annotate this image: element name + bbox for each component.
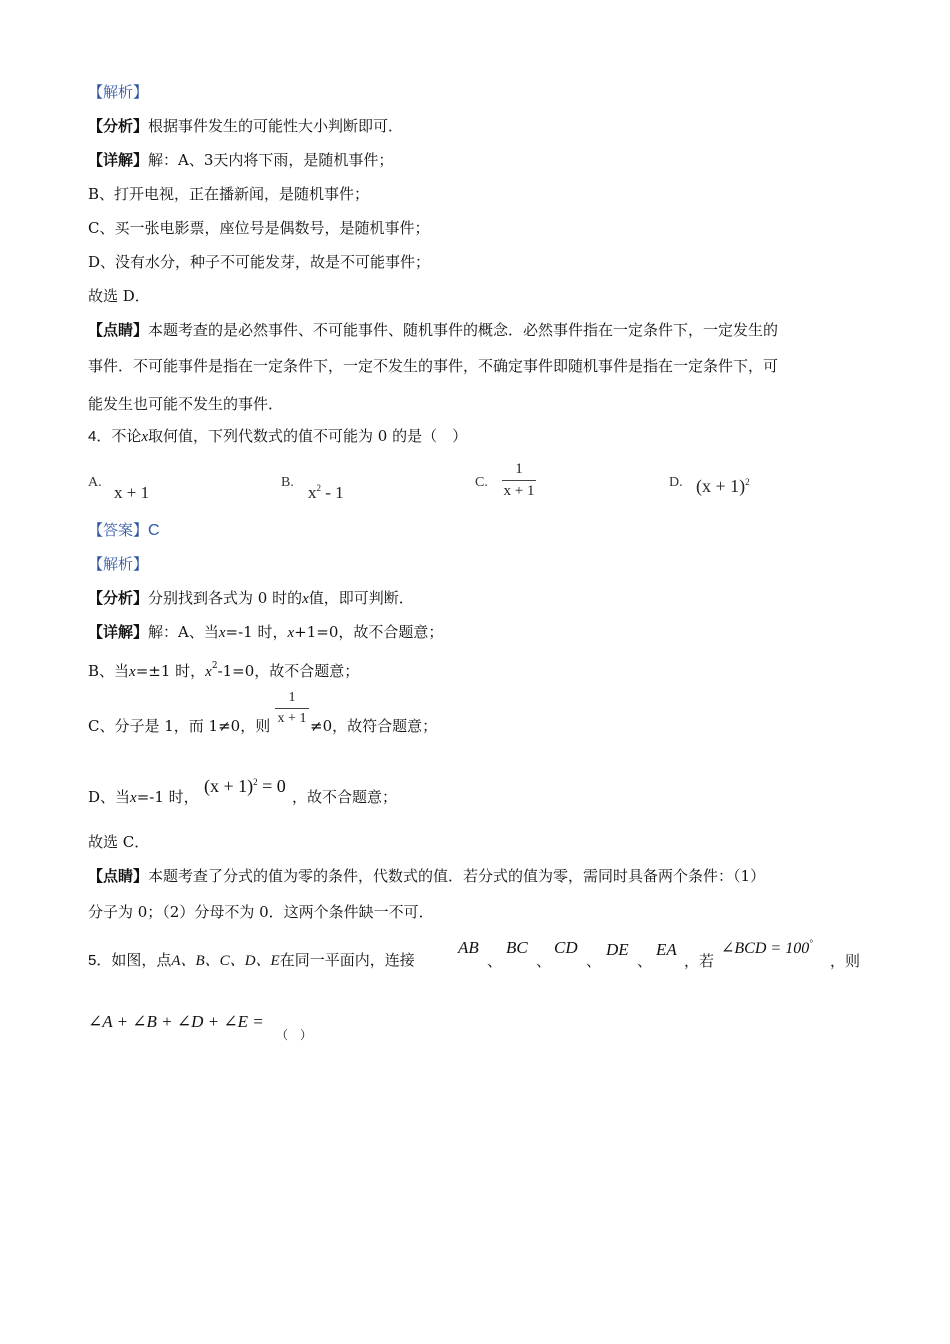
q3-line-c: C、买一张电影票，座位号是偶数号，是随机事件；	[88, 219, 430, 237]
fenxi-text-b: 值，即可判断．	[308, 589, 414, 607]
segment-de: DE	[606, 940, 629, 959]
q4-stem	[88, 426, 467, 447]
q3-dianjing-1	[88, 320, 778, 340]
sep-3: 、	[586, 952, 602, 970]
q4-stem-b: 取何值，下列代数式的值不可能为 0 的是（ ）	[148, 427, 468, 445]
xj-c-fraction	[275, 690, 309, 727]
xj-d2: x	[130, 790, 137, 806]
q3-line-d: D、没有水分，种子不可能发芽，故是不可能事件；	[88, 253, 431, 271]
q4-stem-a: ．不论	[96, 427, 142, 445]
sep-1: 、	[487, 952, 503, 970]
option-d-expr	[696, 476, 750, 497]
q4-xiangjie-d	[88, 787, 199, 808]
segment-cd: CD	[554, 938, 578, 957]
option-b-label: B.	[281, 475, 294, 490]
fenxi-text: 根据事件发生的可能性大小判断即可．	[148, 117, 404, 135]
option-b-exp: 2	[316, 483, 321, 493]
q4-dianjing-2: 分子为 0；（2）分母不为 0．这两个条件缺一不可．	[88, 903, 434, 921]
fenxi-tag: 【分析】	[88, 117, 149, 135]
fenxi-tag: 【分析】	[88, 589, 149, 607]
condition-text: ∠BCD = 100	[721, 940, 810, 957]
analysis-tag: 【解析】	[88, 83, 149, 101]
option-c-fraction	[502, 461, 536, 500]
segment-bc: BC	[506, 938, 528, 957]
q4-analysis-tag: 【解析】	[88, 555, 149, 573]
dianjing-text-1: 本题考查了分式的值为零的条件，代数式的值．若分式的值为零，需同时具备两个条件：（1）	[148, 867, 766, 885]
q5-stem-a: ．如图，点	[96, 951, 172, 969]
xj-b6: -1=0，故不合题意；	[217, 662, 360, 680]
q5-stem	[88, 950, 415, 971]
xj-d-expression	[204, 776, 286, 797]
xj-d1: D、当	[88, 788, 131, 806]
option-a-expr	[114, 483, 149, 503]
sep-4: 、	[637, 952, 653, 970]
answer-value: C	[148, 522, 160, 539]
xj-a4: x	[287, 625, 295, 641]
question-number: 5	[88, 952, 97, 969]
question-number: 4	[88, 428, 97, 445]
xj-b4: x	[205, 664, 212, 680]
xj-c-numerator: 1	[275, 690, 309, 709]
xj-c2: ≠0，故符合题意；	[310, 717, 438, 735]
option-d-exp: 2	[745, 477, 750, 487]
q4-stem-var: x	[141, 429, 149, 445]
xj-b2: x	[129, 664, 136, 680]
sep-2: 、	[536, 952, 552, 970]
option-b-base: x	[308, 483, 317, 502]
q4-choose: 故选 C．	[88, 833, 150, 851]
option-c-numerator: 1	[502, 461, 536, 481]
segment-ea: EA	[656, 940, 677, 959]
option-d-label: D.	[669, 475, 683, 490]
q3-line-b: B、打开电视，正在播新闻，是随机事件；	[88, 185, 370, 203]
q4-fenxi	[88, 588, 414, 609]
xj-c-denominator: x + 1	[277, 711, 307, 726]
xj-b5: 2	[211, 661, 218, 671]
xj-b3: =±1 时，	[135, 662, 206, 680]
sum-expression: ∠A + ∠B + ∠D + ∠E =	[88, 1012, 264, 1031]
q5-ze: ，则	[830, 952, 861, 970]
xiangjie-tag: 【详解】	[88, 151, 149, 169]
option-a-label: A.	[88, 475, 102, 490]
dianjing-text-1: 本题考查的是必然事件、不可能事件、随机事件的概念．必然事件指在一定条件下，一定发生的	[148, 321, 779, 339]
xj-d3: =-1 时，	[136, 788, 199, 806]
option-c-label: C.	[475, 475, 488, 490]
q5-ruo: ，若	[684, 952, 715, 970]
q3-dianjing-3: 能发生也可能不发生的事件．	[88, 395, 284, 413]
xj-d-eq: = 0	[262, 776, 286, 796]
q3-dianjing-2: 事件．不可能事件是指在一定条件下，一定不发生的事件，不确定事件即随机事件是指在一定条件下，可	[88, 357, 779, 375]
xj-c1: C、分子是 1，而 1≠0，则	[88, 717, 271, 735]
xj-a1: 解：A、当	[148, 623, 219, 641]
answer-tag: 【答案】	[88, 521, 149, 539]
q5-stem-b: 在同一平面内，连接	[279, 951, 415, 969]
condition-degree: °	[809, 938, 813, 948]
q4-xiangjie-a	[88, 622, 443, 643]
q4-answer	[88, 520, 160, 541]
xj-d4: ，故不合题意；	[292, 788, 398, 806]
q5-points: A、B、C、D、E	[171, 953, 280, 969]
q4-xiangjie-c	[88, 716, 270, 736]
xj-a5: +1=0，故不合题意；	[294, 623, 444, 641]
xj-d-expr: (x + 1)	[204, 776, 254, 796]
option-c-denominator: x + 1	[503, 483, 535, 499]
xj-a3: =-1 时，	[225, 623, 288, 641]
xj-b1: B、当	[88, 662, 130, 680]
option-b-expr	[308, 483, 344, 503]
segment-ab: AB	[458, 938, 479, 957]
q3-choose: 故选 D．	[88, 287, 150, 305]
condition-expr	[721, 938, 813, 958]
option-b-rest: - 1	[321, 483, 344, 502]
xj-d-exp: 2	[253, 777, 258, 787]
fenxi-text-a: 分别找到各式为 0 时的	[148, 589, 303, 607]
dianjing-tag: 【点睛】	[88, 321, 149, 339]
fenxi-var: x	[302, 591, 309, 607]
q3-xiangjie	[88, 150, 393, 170]
q4-dianjing-1	[88, 866, 765, 886]
q4-xiangjie-b	[88, 656, 359, 682]
xiangjie-tag: 【详解】	[88, 623, 149, 641]
answer-blank: （ ）	[276, 1028, 313, 1042]
dianjing-tag: 【点睛】	[88, 867, 149, 885]
xiangjie-text: 解：A、3天内将下雨，是随机事件；	[148, 151, 394, 169]
option-a-text: x + 1	[114, 483, 150, 502]
q3-fenxi	[88, 116, 403, 136]
xj-a2: x	[218, 625, 226, 641]
option-d-text: (x + 1)	[696, 476, 746, 496]
